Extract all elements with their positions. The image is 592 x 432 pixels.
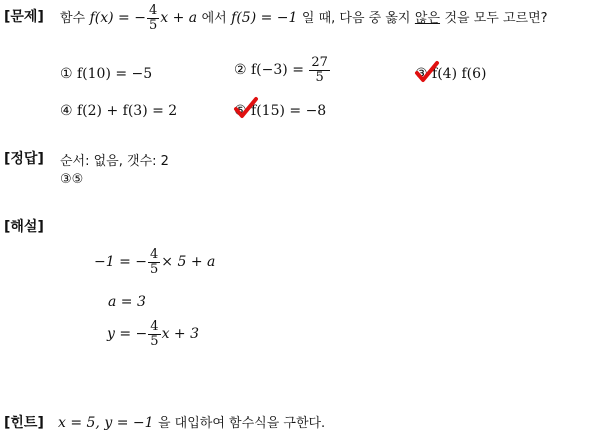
problem-after: 일 때, 다음 중 옳지 (301, 11, 411, 27)
problem-statement (60, 4, 548, 32)
problem-frac-den: 5 (148, 17, 158, 33)
problem-cond: f(5) = −1 (231, 10, 298, 27)
solution-line-3-fraction (148, 320, 160, 348)
solution-line-1-fraction (148, 248, 160, 276)
solution-line-1-post: × 5 + a (161, 254, 216, 271)
check-mark-icon (233, 96, 259, 120)
choice-3-mark: ③ (415, 66, 428, 82)
problem-mid: 에서 (201, 11, 227, 27)
answer-line-2: ③⑤ (60, 172, 84, 187)
choice-2-prefix: ② f(−3) = (234, 62, 304, 79)
solution-line-3-post: x + 3 (161, 326, 199, 343)
choice-5-mark: ⑤ (234, 103, 247, 119)
choice-2 (234, 56, 331, 84)
solution-line-1-pre: −1 = − (94, 254, 147, 271)
problem-func: f(x) = − (89, 10, 146, 27)
choice-3-text: f(4) f(6) (432, 66, 487, 82)
solution-line-2: a = 3 (108, 294, 146, 310)
problem-pre: 함수 (60, 11, 86, 27)
hint-sentence: 을 대입하여 함수식을 구한다. (157, 416, 326, 431)
problem-fraction (147, 4, 159, 32)
problem-label: [문제] (4, 9, 44, 25)
answer-line-1: 순서: 없음, 갯수: 2 (60, 154, 169, 169)
solution-label: [해설] (4, 219, 44, 235)
hint-label: [힌트] (4, 415, 44, 431)
solution-line-3-num: 4 (150, 319, 159, 334)
check-mark-icon (414, 60, 440, 84)
hint-math: x = 5, y = −1 (58, 415, 154, 431)
choice-2-den: 5 (315, 69, 324, 85)
problem-func-tail: x + a (160, 10, 198, 27)
problem-underlined: 않은 (414, 11, 441, 27)
solution-line-3 (107, 320, 199, 348)
solution-line-1 (94, 248, 215, 276)
choice-1: ① f(10) = −5 (60, 66, 153, 82)
hint-text (58, 412, 325, 431)
choice-4: ④ f(2) + f(3) = 2 (60, 103, 178, 119)
choice-2-num: 27 (311, 55, 328, 70)
solution-line-3-pre: y = − (107, 326, 148, 343)
choice-5-text: f(15) = −8 (251, 103, 327, 119)
problem-end: 것을 모두 고르면? (444, 11, 548, 27)
solution-line-1-den: 5 (150, 261, 159, 277)
problem-frac-num: 4 (148, 3, 158, 18)
solution-line-3-den: 5 (150, 333, 159, 349)
solution-line-1-num: 4 (150, 247, 159, 262)
answer-label: [정답] (4, 151, 44, 167)
choice-2-fraction (309, 56, 330, 84)
